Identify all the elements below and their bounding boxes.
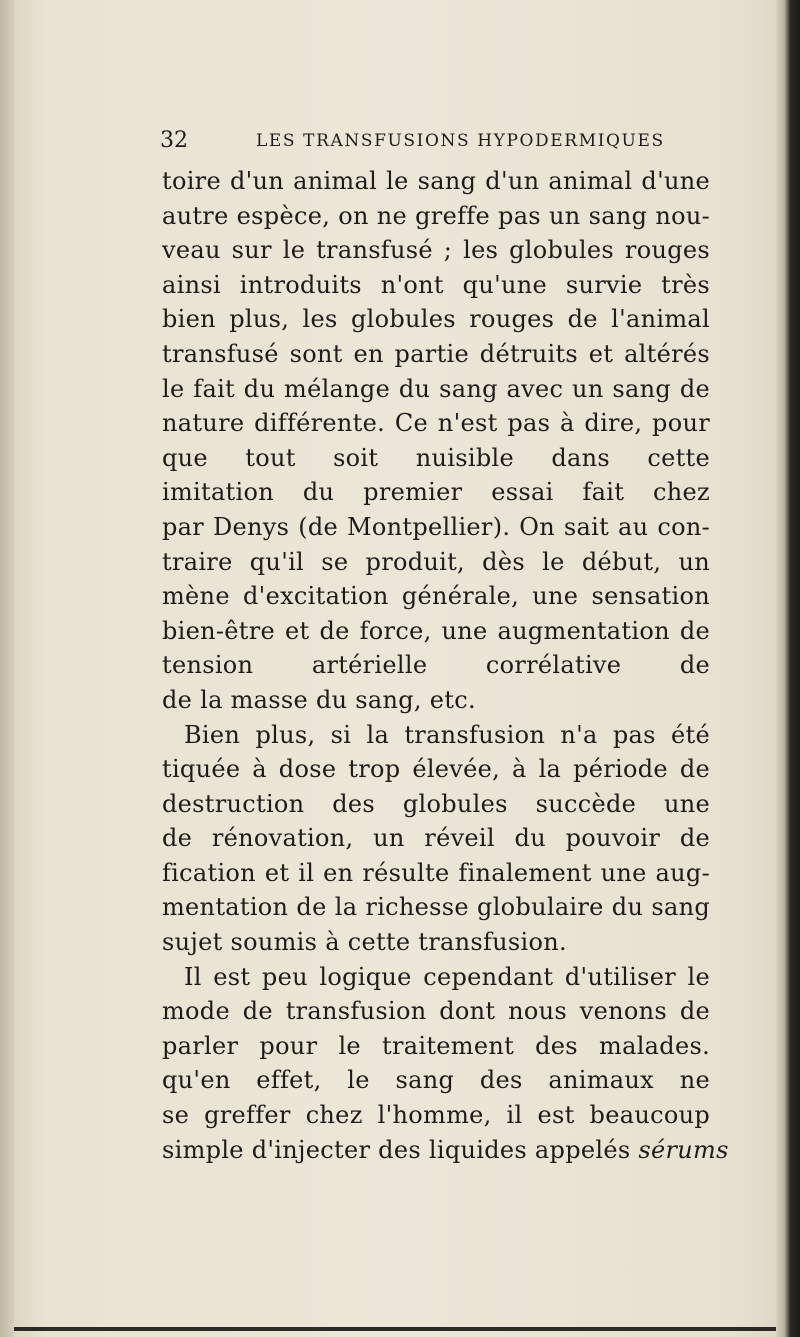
italic-word: sérums <box>638 1135 729 1164</box>
text-line: mentation de la richesse globulaire du sang <box>162 893 710 922</box>
text-line: sujet soumis à cette transfusion. <box>162 928 567 957</box>
text-line: bien-être et de force, une augmentation de <box>162 616 710 645</box>
text-line: veau sur le transfusé ; les globules rouges <box>162 236 710 265</box>
text-line: autre espèce, on ne greffe pas un sang nou- <box>162 201 710 230</box>
running-head <box>160 128 720 158</box>
text-line: mène d'excitation générale, une sensation <box>162 582 710 611</box>
page-bottom-edge <box>14 1327 776 1331</box>
body-text <box>162 164 729 1167</box>
text-line: que tout soit nuisible dans cette <box>162 443 710 472</box>
text-line: bien plus, les globules rouges de l'animal <box>162 305 710 334</box>
text-line: tiquée à dose trop élevée, à la période de <box>162 755 710 784</box>
page-right-edge <box>776 0 800 1337</box>
text-line: se greffer chez l'homme, il est beaucoup <box>162 1101 710 1130</box>
text-line: nature différente. Ce n'est pas à dire, pour <box>162 409 710 438</box>
text-line: de rénovation, un réveil du pouvoir de <box>162 824 710 853</box>
text-line: destruction des globules succède une <box>162 789 710 818</box>
page-number: 32 <box>160 128 188 153</box>
text-line: parler pour le traitement des malades. <box>162 1031 710 1060</box>
text-line: par Denys (de Montpellier). On sait au con- <box>162 512 710 541</box>
text-line: le fait du mélange du sang avec un sang de <box>162 374 710 403</box>
text-line-last <box>162 1133 729 1168</box>
text-line: imitation du premier essai fait chez <box>162 478 710 507</box>
text-line: ainsi introduits n'ont qu'une survie très <box>162 270 710 299</box>
text-line: qu'en effet, le sang des animaux ne <box>162 1066 710 1095</box>
text-line: Il est peu logique cependant d'utiliser le <box>184 962 710 991</box>
text-line: transfusé sont en partie détruits et altérés <box>162 339 710 368</box>
text-line: toire d'un animal le sang d'un animal d'une <box>162 167 710 195</box>
text-line: Bien plus, si la transfusion n'a pas été <box>184 720 710 749</box>
text-line: tension artérielle corrélative de <box>162 651 710 680</box>
text-segment: simple d'injecter des liquides appelés <box>162 1135 631 1164</box>
running-title: LES TRANSFUSIONS HYPODERMIQUES <box>256 131 665 151</box>
text-line: fication et il en résulte finalement une aug- <box>162 858 710 887</box>
text-line: traire qu'il se produit, dès le début, un <box>162 547 710 576</box>
page-left-edge <box>0 0 14 1337</box>
text-line: de la masse du sang, etc. <box>162 685 476 714</box>
text-line: mode de transfusion dont nous venons de <box>162 997 710 1026</box>
